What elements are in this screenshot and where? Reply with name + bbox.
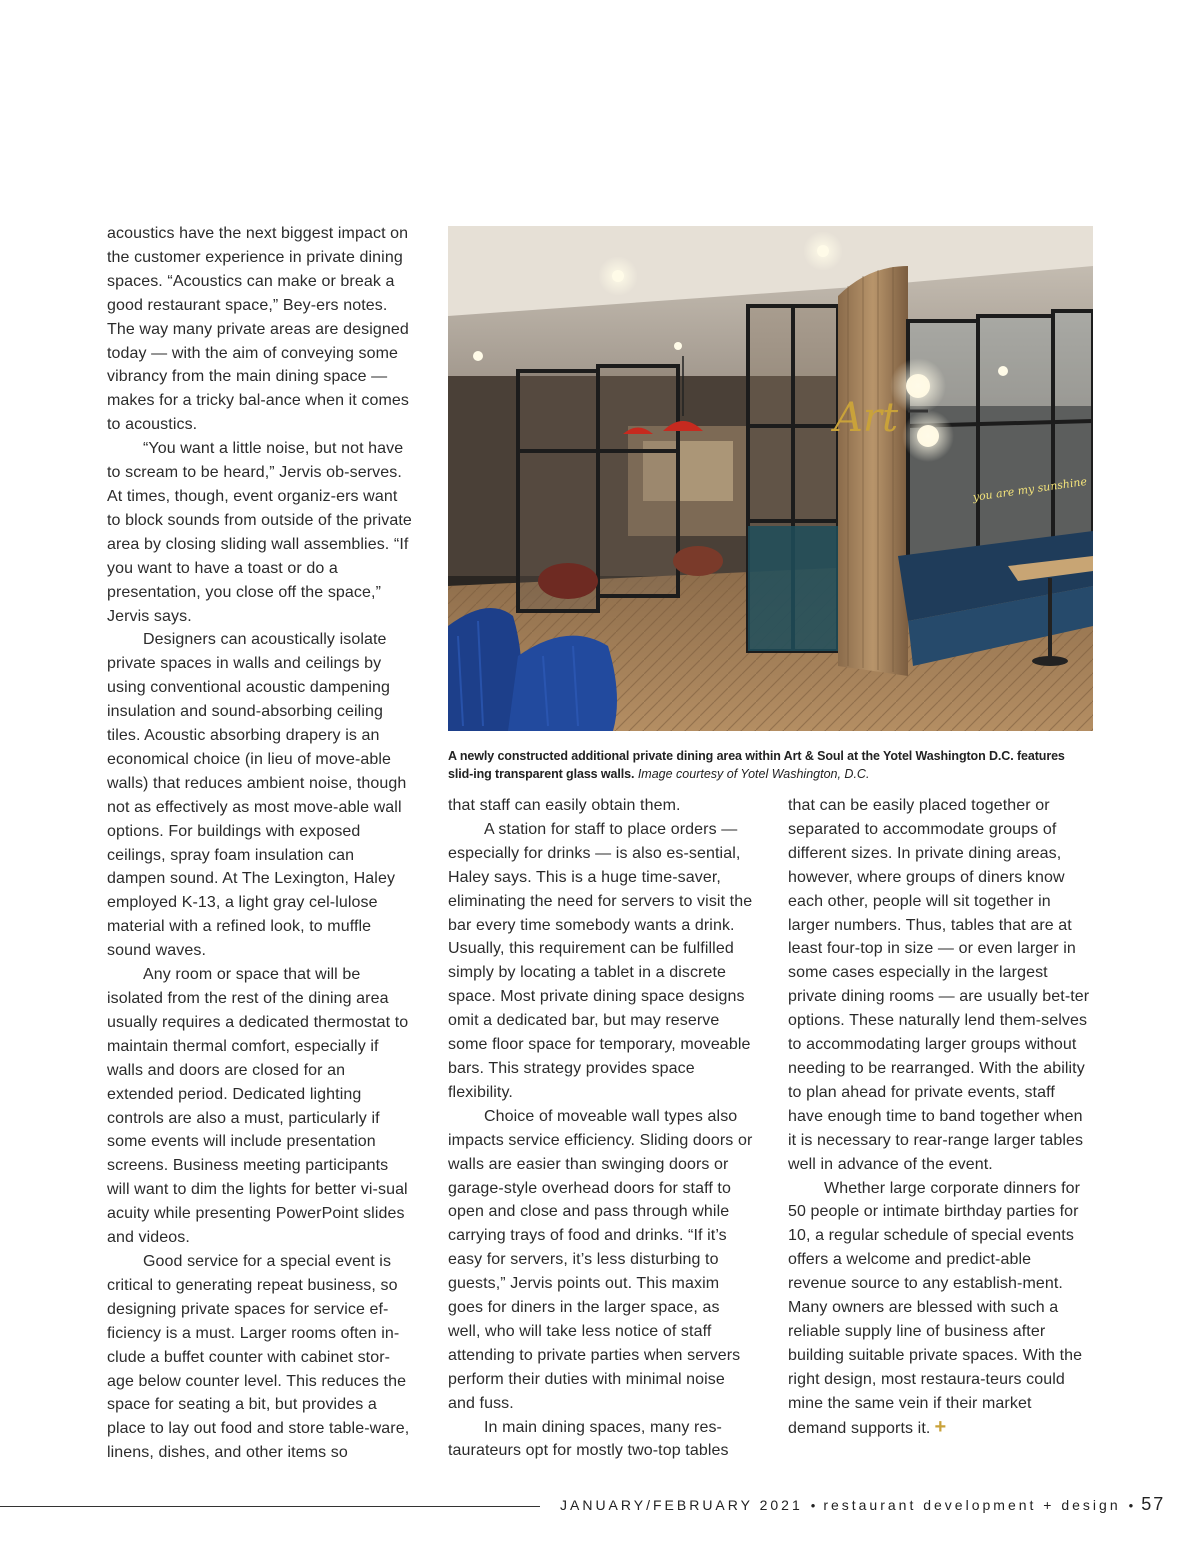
- footer-separator: •: [810, 1498, 816, 1513]
- neon-sign: you are my sunshine: [971, 474, 1088, 504]
- caption-text: A newly constructed additional private dining area within Art & Soul at the Yotel Washington D.C. features slid-ing transparent glass walls.: [448, 749, 1065, 781]
- paragraph-text: Whether large corporate dinners for 50 people or intimate birthday parties for 10, a regular schedule of special events offers a welcome and predict-able revenue source to any establish-ment. Many owners are blessed with such a reliable supply line of business after building suitable private spaces. With the right design, most restaura-teurs could mine the same vein if their market demand supports it.: [788, 1179, 1083, 1437]
- paragraph: Choice of moveable wall types also impacts service efficiency. Sliding doors or walls are easier than swinging doors or garage-style overhead doors for staff to open and close and pass through while carrying trays of food and drinks. “If it’s easy for servers, it’s less disturbing to guests,” Jervis points out. This maxim goes for diners in the larger space, as well, who will take less notice of staff attending to private parties when servers perform their duties with minimal noise and fuss.: [448, 1107, 753, 1412]
- paragraph: Designers can acoustically isolate private spaces in walls and ceilings by using conventional acoustic dampening insulation and sound-absorbing ceiling tiles. Acoustic absorbing drapery is an economical choice (in lieu of move-able walls) that reduces ambient noise, though not as effectively as most move-able wall options. For buildings with exposed ceilings, spray foam insulation can dampen sound. At The Lexington, Haley employed K-13, a light gray cel-lulose material with a refined look, to muffle sound waves.: [107, 631, 407, 960]
- article-column-2: [448, 794, 754, 1463]
- paragraph: [788, 1177, 1094, 1441]
- footer-publication: restaurant development + design: [823, 1497, 1121, 1513]
- end-mark-icon: +: [934, 1415, 947, 1438]
- paragraph: that staff can easily obtain them.: [448, 797, 681, 814]
- article-column-1: [107, 222, 413, 1465]
- article-column-3: [788, 794, 1094, 1440]
- footer-rule: [0, 1506, 540, 1507]
- art-sign: Art: [834, 395, 899, 441]
- paragraph: Any room or space that will be isolated from the rest of the dining area usually requires a dedicated thermostat to maintain thermal comfort, especially if walls and doors are closed for an extended period. Dedicated lighting controls are also a must, particularly if some events will include presentation screens. Business meeting participants will want to dim the lights for better vi-sual acuity while presenting PowerPoint slides and videos.: [107, 966, 409, 1247]
- paragraph: A station for staff to place orders — especially for drinks — is also es-sential, Haley says. This is a huge time-saver, eliminating the need for servers to visit the bar every time somebody wants a drink. Usually, this requirement can be fulfilled simply by locating a tablet in a discrete space. Most private dining space designs omit a dedicated bar, but may reserve some floor space for temporary, moveable bars. This strategy provides space flexibility.: [448, 820, 753, 1101]
- footer-issue: JANUARY/FEBRUARY 2021: [560, 1497, 803, 1513]
- photo-caption: [448, 748, 1093, 783]
- paragraph: In main dining spaces, many res-taurateurs opt for mostly two-top tables: [448, 1418, 729, 1460]
- paragraph: that can be easily placed together or separated to accommodate groups of different sizes. In private dining areas, however, where groups of diners know each other, people will sit together in larger numbers. Thus, tables that are at least four-top in size — or even larger in some cases especially in the largest private dining rooms — are usually bet-ter options. These naturally lend them-selves to accommodating larger groups without needing to be rearranged. With the ability to plan ahead for private events, staff have enough time to band together when it is necessary to rear-range larger tables well in advance of the event.: [788, 797, 1090, 1173]
- paragraph: “You want a little noise, but not have to scream to be heard,” Jervis ob-serves. At times, though, event organiz-ers want to block sounds from outside of the private area by closing sliding wall assemblies. “If you want to have a toast or do a presentation, you close off the space,” Jervis says.: [107, 440, 412, 625]
- page-number: 57: [1141, 1494, 1166, 1514]
- caption-credit: Image courtesy of Yotel Washington, D.C.: [637, 766, 870, 781]
- paragraph: Good service for a special event is critical to generating repeat business, so designing private spaces for service ef-ficiency is a must. Larger rooms often in-clude a buffet counter with cabinet stor-age below counter level. This reduces the space for seating a bit, but provides a place to lay out food and store table-ware, linens, dishes, and other items so: [107, 1252, 410, 1462]
- footer-separator: •: [1128, 1498, 1134, 1513]
- page-footer: [560, 1494, 1166, 1518]
- restaurant-photo: [448, 226, 1093, 731]
- paragraph: acoustics have the next biggest impact on the customer experience in private dining spaces. “Acoustics can make or break a good restaurant space,” Bey-ers notes. The way many private areas are designed today — with the aim of conveying some vibrancy from the main dining space — makes for a tricky bal-ance when it comes to acoustics.: [107, 225, 409, 434]
